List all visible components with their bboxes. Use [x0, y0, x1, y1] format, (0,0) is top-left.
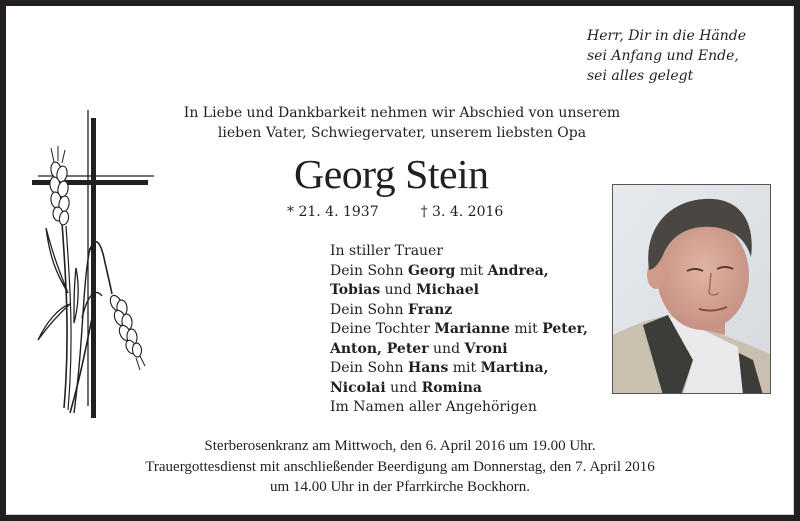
deceased-name: Georg Stein: [294, 151, 489, 197]
mourner-text: mit: [455, 262, 488, 279]
mourner-line: [330, 320, 588, 340]
mourner-name: Georg: [407, 262, 456, 279]
mourner-text: Dein Sohn: [330, 262, 408, 279]
mourner-name: Nicolai: [330, 379, 386, 396]
mourner-name: Marianne: [434, 321, 510, 337]
mourner-name: Anton, Peter: [330, 340, 429, 357]
death-notice: [6, 6, 794, 515]
portrait-image: [613, 185, 771, 394]
mourner-line: [330, 281, 588, 301]
mourner-text: Deine Tochter: [330, 321, 435, 337]
mourner-line: [330, 262, 588, 282]
mourner-name: Vroni: [464, 340, 508, 357]
mourner-text: und: [428, 340, 465, 357]
mourner-name: Franz: [407, 301, 453, 318]
mourner-name: Andrea,: [487, 262, 549, 279]
intro-line: lieben Vater, Schwiegervater, unserem liebsten Opa: [217, 125, 587, 141]
life-dates: [287, 203, 503, 221]
intro-line: In Liebe und Dankbarkeit nehmen wir Abschied von unserem: [183, 105, 621, 121]
mourner-text: und: [385, 379, 422, 396]
mourner-text: Dein Sohn: [330, 301, 408, 318]
service-time-location: um 14.00 Uhr in der Pfarrkirche Bockhorn.: [270, 479, 530, 495]
verse-line: sei Anfang und Ende,: [587, 48, 739, 64]
mourner-name: Tobias: [330, 282, 381, 298]
mourner-line: [330, 398, 588, 418]
mourner-text: In stiller Trauer: [330, 243, 444, 259]
mourner-text: Im Namen aller Angehörigen: [330, 399, 537, 415]
birth-date: * 21. 4. 1937: [287, 204, 379, 220]
portrait-photo: [612, 184, 771, 394]
death-date: † 3. 4. 2016: [420, 204, 504, 220]
mourner-name: Peter,: [542, 321, 588, 337]
verse-line: sei alles gelegt: [587, 68, 694, 84]
mourner-name: Michael: [416, 282, 479, 298]
mourner-line: [330, 301, 588, 321]
bible-verse: [587, 26, 757, 86]
mourner-text: mit: [509, 321, 543, 337]
mourner-name: Romina: [421, 379, 482, 396]
funeral-details: [6, 436, 794, 498]
mourner-line: [330, 379, 588, 399]
rosary-info: Sterberosenkranz am Mittwoch, den 6. April 2016 um 19.00 Uhr.: [204, 438, 596, 454]
mourner-name: Martina,: [480, 360, 549, 376]
mourner-text: und: [380, 282, 417, 298]
mourner-line: [330, 359, 588, 379]
mourner-line: [330, 340, 588, 360]
mourners-list: [330, 242, 588, 418]
service-info: Trauergottesdienst mit anschließender Beerdigung am Donnerstag, den 7. April 2016: [145, 458, 655, 475]
cross-with-wheat-icon: [24, 108, 154, 420]
verse-line: Herr, Dir in die Hände: [587, 28, 747, 44]
mourner-name: Hans: [407, 360, 449, 376]
mourner-text: Dein Sohn: [330, 360, 408, 376]
mourner-line: [330, 242, 588, 262]
mourner-text: mit: [448, 360, 481, 376]
